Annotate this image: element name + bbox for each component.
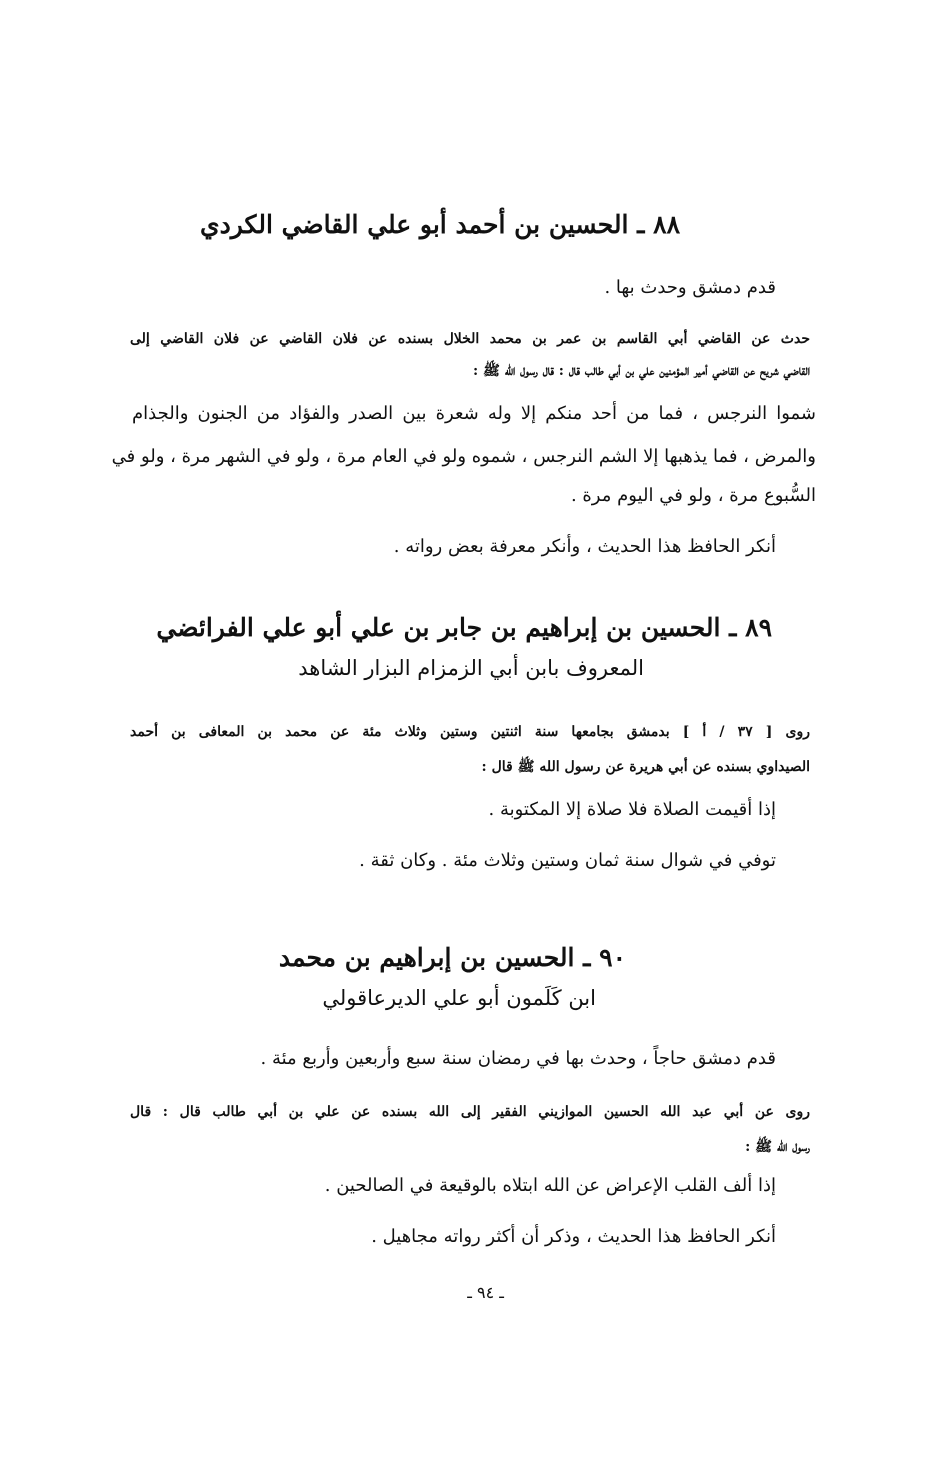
entry-88-hadith-line-2: والمرض ، فما يذهبها إلا الشم النرجس ، شموه ولو في العام مرة ، ولو في الشهر مرة ، ولو في — [111, 446, 816, 467]
entry-89-heading: ٨٩ ـ الحسين بن إبراهيم بن جابر بن علي أبو علي الفرائضي — [156, 613, 772, 642]
entry-88-isnad-line-2: القاضي شريح عن القاضي أمير المؤمنين علي بن أبي طالب قال : قال رسول الله ﷺ : — [473, 363, 810, 379]
entry-88-hadith-line-1: شموا النرجس ، فما من أحد منكم إلا وله شعرة بين الصدر والفؤاد من الجنون والجذام — [132, 403, 816, 424]
entry-90-isnad-line-1: روى عن أبي عبد الله الحسين الموازيني الفقير إلى الله بسنده عن علي بن أبي طالب قال : قال — [130, 1104, 811, 1120]
entry-89-subheading: المعروف بابن أبي الزمزام البزار الشاهد — [298, 656, 644, 680]
entry-90-subheading: ابن كَلَمون أبو علي الديرعاقولي — [322, 986, 596, 1010]
entry-90-isnad-line-2: رسول الله ﷺ : — [745, 1139, 810, 1155]
entry-89-note: توفي في شوال سنة ثمان وستين وثلاث مئة . وكان ثقة . — [359, 850, 776, 871]
entry-88-intro: قدم دمشق وحدث بها . — [604, 277, 776, 298]
entry-88-hadith-line-3: السُّبوع مرة ، ولو في اليوم مرة . — [570, 485, 816, 506]
entry-90-heading: ٩٠ ـ الحسين بن إبراهيم بن محمد — [278, 943, 626, 972]
entry-89-hadith: إذا أقيمت الصلاة فلا صلاة إلا المكتوبة . — [488, 799, 776, 820]
entry-90-note: أنكر الحافظ هذا الحديث ، وذكر أن أكثر رواته مجاهيل . — [371, 1226, 776, 1247]
entry-88-note: أنكر الحافظ هذا الحديث ، وأنكر معرفة بعض رواته . — [393, 536, 776, 557]
entry-88-heading: ٨٨ ـ الحسين بن أحمد أبو علي القاضي الكردي — [200, 210, 680, 239]
entry-90-intro: قدم دمشق حاجاً ، وحدث بها في رمضان سنة سبع وأربعين وأربع مئة . — [260, 1048, 776, 1069]
page-number: ـ ٩٤ ـ — [467, 1283, 504, 1302]
entry-89-isnad-line-1: روى [ ٣٧ / أ ] بدمشق بجامعها سنة اثنتين وستين وثلاث مئة عن محمد بن المعافى بن أحمد — [130, 724, 810, 740]
entry-88-isnad-line-1: حدث عن القاضي أبي القاسم بن عمر بن محمد الخلال بسنده عن فلان القاضي عن فلان القاضي إلى — [130, 331, 810, 347]
entry-90-hadith: إذا ألف القلب الإعراض عن الله ابتلاه بالوقيعة في الصالحين . — [324, 1175, 776, 1196]
entry-89-isnad-line-2: الصيداوي بسنده عن أبي هريرة عن رسول الله ﷺ قال : — [481, 759, 810, 775]
